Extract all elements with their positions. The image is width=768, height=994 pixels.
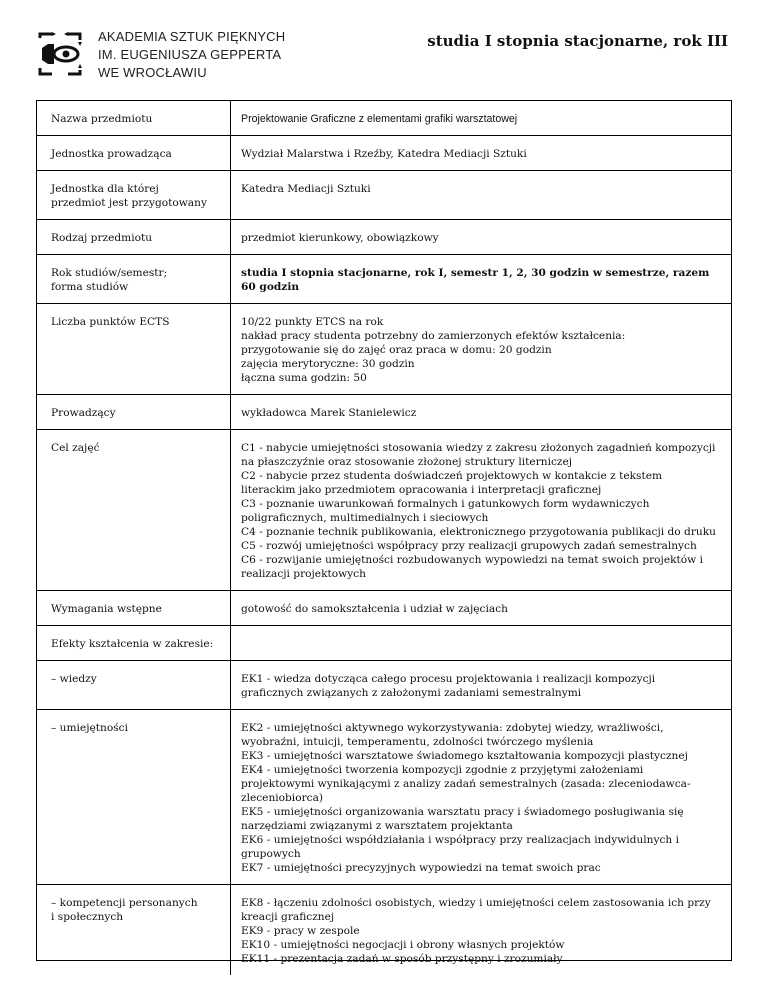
- syllabus-table: [37, 101, 731, 975]
- value-line: C6 - rozwijanie umiejętności rozbudowanych wypowiedzi na temat swoich projektów i realizacji projektowych: [241, 554, 703, 580]
- institution-line: AKADEMIA SZTUK PIĘKNYCH: [98, 29, 286, 44]
- row-label: Efekty kształcenia w zakresie:: [37, 626, 231, 661]
- row-value: [231, 885, 732, 976]
- row-value: Katedra Mediacji Sztuki: [231, 171, 732, 220]
- row-value: [231, 304, 732, 395]
- value-line: C3 - poznanie uwarunkowań formalnych i gatunkowych form wydawniczych poligraficznych, multimedialnych i sieciowych: [241, 498, 650, 524]
- value-line: C4 - poznanie technik publikowania, elektronicznego przygotowania publikacji do druku: [241, 526, 716, 538]
- row-value: [231, 710, 732, 885]
- table-row: [37, 304, 731, 395]
- institution-name: [98, 28, 285, 82]
- value-line: EK3 - umiejętności warsztatowe świadomego kształtowania kompozycji plastycznej: [241, 750, 688, 762]
- table-row: [37, 171, 731, 220]
- page-header: [0, 0, 768, 100]
- value-line: EK9 - pracy w zespole: [241, 925, 360, 937]
- institution-line: IM. EUGENIUSZA GEPPERTA: [98, 47, 282, 62]
- table-row: [37, 885, 731, 976]
- label-line: przedmiot jest przygotowany: [51, 197, 207, 209]
- label-line: Jednostka dla której: [51, 183, 159, 195]
- value-line: EK4 - umiejętności tworzenia kompozycji zgodnie z przyjętymi założeniami projektowymi wynikającymi z analizy zadań semestralnych (zasada: zleceniodawca-zleceniobiorca): [241, 764, 691, 804]
- row-value-empty: [231, 626, 732, 661]
- row-label: [37, 885, 231, 976]
- eye-in-frame-logo-icon: [36, 30, 84, 78]
- row-value: przedmiot kierunkowy, obowiązkowy: [231, 220, 732, 255]
- row-value: [231, 430, 732, 591]
- value-line: C1 - nabycie umiejętności stosowania wiedzy z zakresu złożonych zagadnień kompozycji na płaszczyźnie oraz stosowanie złożonej struktury literniczej: [241, 442, 716, 468]
- row-value: wykładowca Marek Stanielewicz: [231, 395, 732, 430]
- table-row: [37, 430, 731, 591]
- table-row: [37, 591, 731, 626]
- label-line: Rok studiów/semestr;: [51, 267, 168, 279]
- row-label: – wiedzy: [37, 661, 231, 710]
- value-line: EK10 - umiejętności negocjacji i obrony własnych projektów: [241, 939, 565, 951]
- value-line: EK8 - łączeniu zdolności osobistych, wiedzy i umiejętności celem zastosowania ich przy kreacji graficznej: [241, 897, 711, 923]
- row-value: Wydział Malarstwa i Rzeźby, Katedra Mediacji Sztuki: [231, 136, 732, 171]
- value-line: EK11 - prezentacja zadań w sposób przystępny i zrozumiały: [241, 953, 563, 965]
- table-row: [37, 626, 731, 661]
- label-line: i społecznych: [51, 911, 124, 923]
- value-line: EK6 - umiejętności współdziałania i współpracy przy realizacjach indywidulnych i grupowych: [241, 834, 679, 860]
- table-row: [37, 255, 731, 304]
- value-line: C5 - rozwój umiejętności współpracy przy realizacji grupowych zadań semestralnych: [241, 540, 697, 552]
- institution-line: WE WROCŁAWIU: [98, 65, 207, 80]
- row-label: [37, 171, 231, 220]
- value-line: EK2 - umiejętności aktywnego wykorzystywania: zdobytej wiedzy, wrażliwości, wyobraźni, intuicji, temperamentu, zdolności twórczego myślenia: [241, 722, 664, 748]
- row-label: – umiejętności: [37, 710, 231, 885]
- value-line: C2 - nabycie przez studenta doświadczeń projektowych w kontakcie z tekstem literackim jako przedmiotem opracowania i interpretacji graficznej: [241, 470, 663, 496]
- value-line: łączna suma godzin: 50: [241, 372, 367, 384]
- row-label: Rodzaj przedmiotu: [37, 220, 231, 255]
- table-row: [37, 136, 731, 171]
- syllabus-table-frame: [36, 100, 732, 965]
- table-row: [37, 395, 731, 430]
- label-line: – kompetencji personanych: [51, 897, 198, 909]
- value-line: zajęcia merytoryczne: 30 godzin: [241, 358, 415, 370]
- table-row: [37, 101, 731, 136]
- row-value: Projektowanie Graficzne z elementami grafiki warsztatowej: [231, 101, 732, 136]
- table-row: [37, 220, 731, 255]
- row-value: EK1 - wiedza dotycząca całego procesu projektowania i realizacji kompozycji graficznych związanych z założonymi zadaniami semestralnymi: [231, 661, 732, 710]
- table-row: [37, 661, 731, 710]
- value-line: przygotowanie się do zajęć oraz praca w domu: 20 godzin: [241, 344, 552, 356]
- row-label: Liczba punktów ECTS: [37, 304, 231, 395]
- value-line: EK5 - umiejętności organizowania warsztatu pracy i świadomego posługiwania się narzędziami związanymi z warsztatem projektanta: [241, 806, 684, 832]
- document-title: studia I stopnia stacjonarne, rok III: [427, 32, 728, 50]
- row-label: Nazwa przedmiotu: [37, 101, 231, 136]
- row-label: [37, 255, 231, 304]
- value-line: 10/22 punkty ETCS na rok: [241, 316, 384, 328]
- row-label: Cel zajęć: [37, 430, 231, 591]
- row-label: Prowadzący: [37, 395, 231, 430]
- table-row: [37, 710, 731, 885]
- label-line: forma studiów: [51, 281, 129, 293]
- row-label: Wymagania wstępne: [37, 591, 231, 626]
- row-label: Jednostka prowadząca: [37, 136, 231, 171]
- row-value: gotowość do samokształcenia i udział w zajęciach: [231, 591, 732, 626]
- row-value: studia I stopnia stacjonarne, rok I, semestr 1, 2, 30 godzin w semestrze, razem 60 godzin: [231, 255, 732, 304]
- value-line: nakład pracy studenta potrzebny do zamierzonych efektów kształcenia:: [241, 330, 626, 342]
- value-line: EK7 - umiejętności precyzyjnych wypowiedzi na temat swoich prac: [241, 862, 601, 874]
